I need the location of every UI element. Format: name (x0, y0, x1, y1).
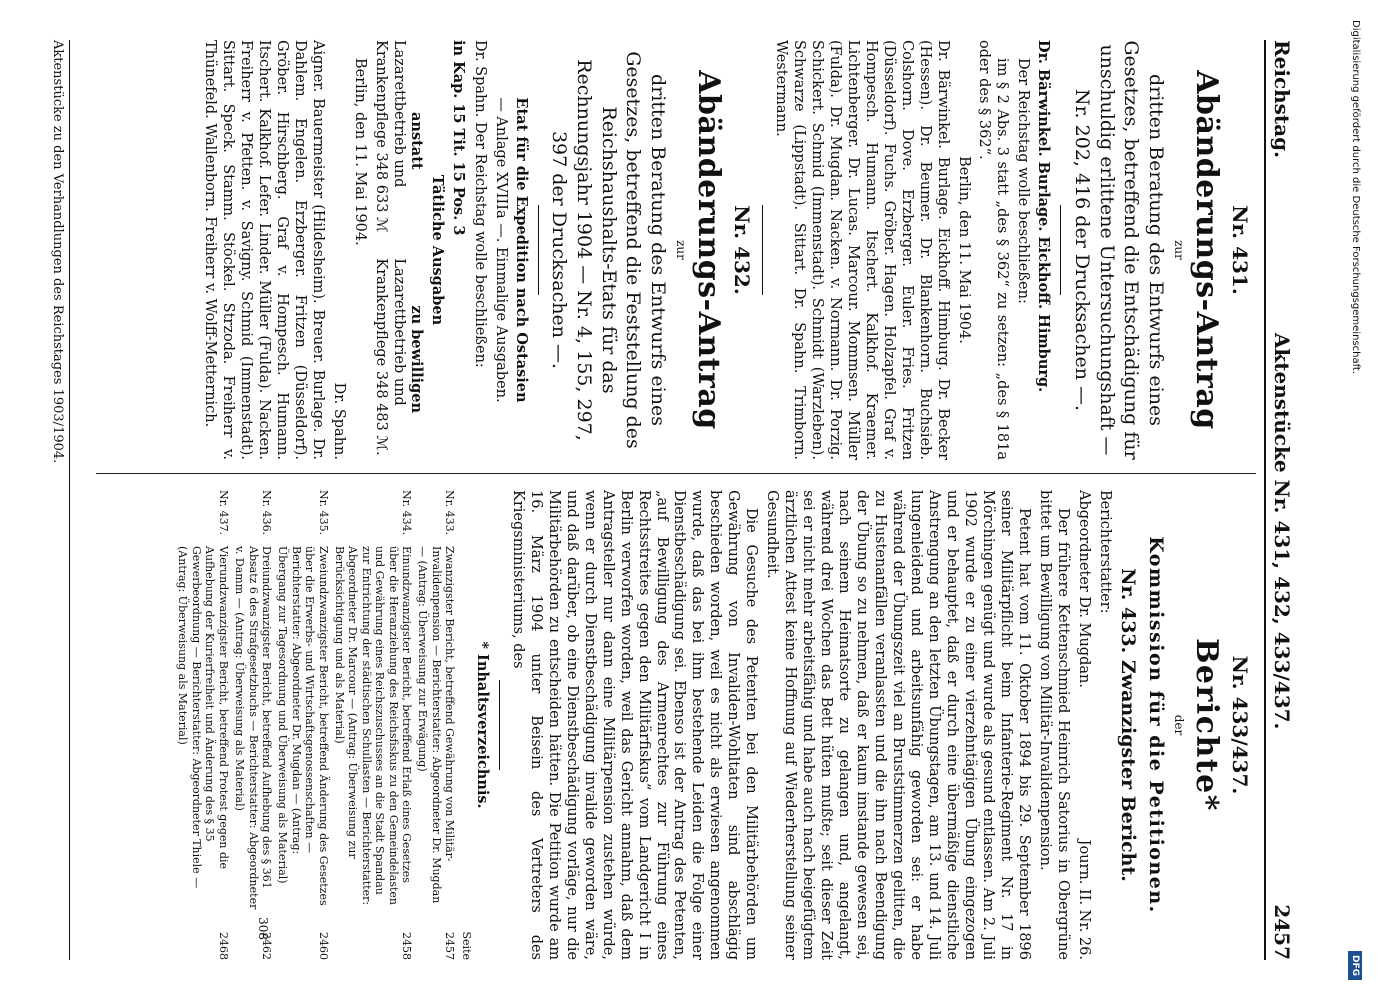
comparison-new-text: Lazarettbetrieb und Krankenpflege 348 483 ℳ. (372, 258, 407, 456)
table-of-contents (176, 490, 456, 960)
report-paragraph-1: Der frühere Kettenschmied Heinrich Satorius in Obergrüne bittet um Bewilligung von Militär-Invalidenpension. (1036, 490, 1071, 960)
reports-der: der (1172, 714, 1187, 736)
digitization-sidebar (1340, 20, 1370, 980)
rapporteur-line (1074, 490, 1092, 960)
sheet-number: 308 (256, 917, 270, 940)
section-432-etat: Etat für die Expedition nach Ostasien (512, 97, 530, 403)
toc-entry-page: 2468 (216, 932, 230, 960)
toc-entry-text: Zwanzigster Bericht, betreffend Gewährung von Militär-Invalidenpension — Berichterstatter: Abgeordneter Dr. Mugdan — (Antrag: Überweisung zur Erwägung) (416, 546, 457, 904)
toc-entry-number: Nr. 435. (316, 490, 330, 536)
section-431-signers: Dr. Bärwinkel. Burlage. Eickhoff. Himburg. (1035, 40, 1053, 393)
toc-entry-number: Nr. 437. (216, 490, 230, 536)
toc-page-label: Seite (459, 931, 473, 960)
left-column (197, 40, 1256, 460)
section-432 (200, 40, 754, 460)
toc-entry-text: Vierundzwanzigster Bericht, betreffend Protest gegen die Aufhebung der Kurierfreiheit und Änderung des § 35 Gewerbeordnung — Berichterstatter: Abgeordneter Thiele — (Antrag: Überweisung als Material) (176, 546, 230, 889)
report-433-heading (1116, 490, 1141, 960)
section-431 (771, 40, 1252, 460)
dfg-logo: DFG (1348, 951, 1362, 980)
commission-title: Kommission für die Petitionen. (1145, 536, 1168, 914)
reports-title: Berichte* (1189, 638, 1225, 812)
toc-entry-text: Zweiundzwanzigster Bericht, betreffend Änderung des Gesetzes über die Erwerbs- und Wirtschaftsgenossenschaften — Berichterstatter: Abgeordneter Dr. Mugdan — (Antrag: Übergang zur Tagesordnung und Überweisung als Material) (276, 546, 330, 906)
page-footer: Aktenstücke zu den Verhandlungen des Reichstages 1903/1904. (50, 40, 70, 960)
comparison-old (371, 40, 425, 242)
rapporteur-name: Abgeordneter Dr. Mugdan. (1075, 490, 1092, 688)
section-431-zur: zur (1172, 240, 1187, 260)
report-433-title: Zwanzigster Bericht. (1117, 659, 1140, 882)
page-header (1264, 40, 1300, 960)
toc-entry (333, 490, 413, 960)
divider (538, 205, 539, 295)
toc-entry-page: 2460 (316, 932, 330, 960)
toc-entry (233, 490, 273, 960)
footnote-divider (499, 680, 500, 770)
toc-entry (416, 490, 456, 960)
section-432-date: Berlin, den 11. Mai 1904. (351, 58, 368, 246)
toc-entry-text: Einundzwanzigster Bericht, betreffend Erlaß eines Gesetzes über die Heranziehung des Reichsfiskus zu den Gemeindelasten und Gewährung eines Reichszuschusses an die Stadt Spandau zur Entrichtung der städtischen Schullasten — Berichterstatter: Abgeordneter Dr. Marcour — (Antrag: Überweisung zur Berücksichtigung und als Material) (332, 546, 413, 906)
section-432-description: dritten Beratung des Entwurfs eines Gesetzes, betreffend die Feststellung des Reichshaushalts-Etats für das Rechnungsjahr 1904 — Nr. 4, 155, 297, 397 der Drucksachen —. (548, 51, 669, 449)
header-title: Aktenstücke Nr. 431, 432, 433/437. (1270, 332, 1294, 730)
comparison-old-head: anstatt (407, 112, 425, 170)
section-432-names: Aigner. Bauermeister (Hildesheim). Breuer. Burlage. Dr. Dahlem. Engelen. Erzberger. Fritzen (Düsseldorf). Gröber. Hirschberg. Graf v. Hompesch. Humann. Itschert. Kalkhof. Lefer. Linder. Müller (Fulda). Nacken. Freiherr v. Pfetten. v. Savigny. Schmid (Immenstadt). Sittart. Speck. Stamm. Stöckel. Strzoda. Freiherr v. Thünefeld. Wallenborn. Freiherr v. Wolff-Metternich. (202, 40, 326, 460)
section-431-date: Berlin, den 11. Mai 1904. (955, 156, 972, 344)
rapporteur-label: Berichterstatter: (1096, 490, 1113, 614)
report-433-number: Nr. 433. (1117, 568, 1140, 654)
digitization-note: Digitalisierung gefördert durch die Deutsche Forschungsgemeinschaft. (1350, 20, 1361, 375)
section-432-signers: Dr. Spahn. Der Reichstag wolle beschließen: (471, 40, 488, 368)
section-431-resolution-intro: Der Reichstag wolle beschließen: (1015, 58, 1032, 304)
toc-entry-number: Nr. 433. (443, 490, 457, 536)
divider (762, 205, 763, 295)
section-432-title: Abänderungs-Antrag (691, 70, 727, 430)
toc-entry-number: Nr. 436. (259, 490, 273, 536)
section-432-number: Nr. 432. (729, 205, 754, 295)
right-column (173, 490, 1256, 960)
toc-entry (276, 490, 330, 960)
divider (1060, 205, 1061, 295)
section-432-zur: zur (673, 240, 688, 260)
toc-entry-text: Dreiundzwanzigster Bericht, betreffend Aufhebung des § 361 Absatz 6 des Strafgesetzbuchs — Berichterstatter: Abgeordneter v. Damm — (Antrag: Überweisung als Material) (233, 546, 273, 910)
comparison-new-head: zu bewilligen (407, 305, 425, 414)
journal-number: Journ. II. Nr. 26. (1075, 839, 1092, 960)
section-431-description: dritten Beratung des Entwurfs eines Gesetzes, betreffend die Entschädigung für unschuldig erlittene Untersuchungshaft — Nr. 202, 416 der Drucksachen —. (1071, 40, 1168, 460)
column-divider (96, 473, 1256, 474)
toc-entry (176, 490, 230, 960)
header-left: Reichstag. (1270, 40, 1294, 159)
toc-entry-page: 2457 (443, 932, 457, 960)
section-432-signer: Dr. Spahn. (330, 382, 347, 460)
toc-entry-number: Nr. 434. (399, 490, 413, 536)
section-432-subhead: Tätliche Ausgaben (428, 174, 446, 326)
section-433-437-number: Nr. 433/437. (1228, 655, 1252, 795)
section-431-resolution: im § 2 Abs. 3 statt „des § 362“ zu setzen: „des § 181a oder des § 362“. (976, 40, 1011, 460)
section-432-kapitel: in Kap. 15 Tit. 15 Pos. 3 (449, 40, 467, 236)
report-paragraph-2: Petent hat vom 11. Oktober 1894 bis 29. September 1896 seiner Militärpflicht beim Infanterie-Regiment Nr. 17 in Mörchingen genügt und wurde als gesund entlassen. Am 2. Juli 1902 wurde er zu einer vierzehntägigen Übung eingezogen und er behauptet, daß er durch eine übermäßige dienstliche Anstrengung an den letzten Übungstagen, am 13. und 14. Juli lungenleidend und arbeitsunfähig geworden sei: er habe während der Übungszeit viel an Bruststimmerzen gelitten, die zu Hustenanfällen veranlassten und die ihn nach Beendigung der Übung so zu nehmen, daß er kaum imstande gewesen sei, nach seinem Heimatsorte zu gelangen und, angelangt, während drei Wochen das Bett hüten mußte; seit dieser Zeit sei er nicht mehr arbeitsfähig und habe auch nach beigefügtem ärztlichen Attest keine Hoffnung auf Wiederherstellung seiner Gesundheit. (764, 490, 1032, 960)
section-431-names: Dr. Bärwinkel. Burlage. Eickhoff. Himburg. Dr. Becker (Hessen). Dr. Beumer. Dr. Blankenhorn. Buchsieb. Colshorn. Dove. Erzberger. Euler. Fries. Fritzen (Düsseldorf). Fuchs. Gröber. Hagen. Holzapfel. Graf v. Hompesch. Humann. Itschert. Kalkhof. Kraemer. Lichtenberger. Dr. Lucas. Marcour. Mommsen. Müller (Fulda). Dr. Mugdan. Nacken. v. Normann. Dr. Porzig. Schickert. Schmid (Immenstadt). Schmidt (Warzleben). Schwarze (Lippstadt). Sittart. Dr. Spahn. Trimborn. Westermann. (772, 40, 951, 460)
comparison-new (371, 258, 425, 460)
section-431-number: Nr. 431. (1228, 205, 1252, 295)
toc-heading: * Inhaltsverzeichnis. (473, 641, 491, 809)
section-432-comparison (371, 40, 425, 460)
toc-entry-page: 2462 (259, 932, 273, 960)
header-page-number: 2457 (1270, 904, 1294, 960)
report-paragraph-3: Die Gesuche des Petenten bei den Militärbehörden um Gewährung von Invaliden-Wohltaten sind abschlägig beschieden worden, weil es nicht als erwiesen angenommen wurde, daß das bei ihm bestehende Leiden die Folge einer Dienstbeschädigung sei. Ebenso ist der Antrag des Petenten, „auf Bewilligung des Armenrechtes zur Führung eines Rechtsstreites gegen den Militärfiskus“ vom Landgericht I in Berlin verworfen worden, weil das Gericht annahm, daß dem Antragsteller nur dann eine Militärpension zustehen würde, wenn er durch Dienstbeschädigung invalide geworden wäre, und daß darüber, ob eine Dienstbeschädigung vorläge, nur die Militärbehörden zu entscheiden hätten. Die Petition wurde am 16. März 1904 unter Beisein des Vertreters des Kriegsministeriums, des (509, 490, 760, 960)
comparison-old-text: Lazarettbetrieb und Krankenpflege 348 633 ℳ (372, 40, 407, 233)
section-431-title: Abänderungs-Antrag (1189, 70, 1225, 430)
toc-entry-page: 2458 (399, 932, 413, 960)
section-432-anlage: — Anlage XVIIIa —. Einmalige Ausgaben. (492, 97, 509, 403)
